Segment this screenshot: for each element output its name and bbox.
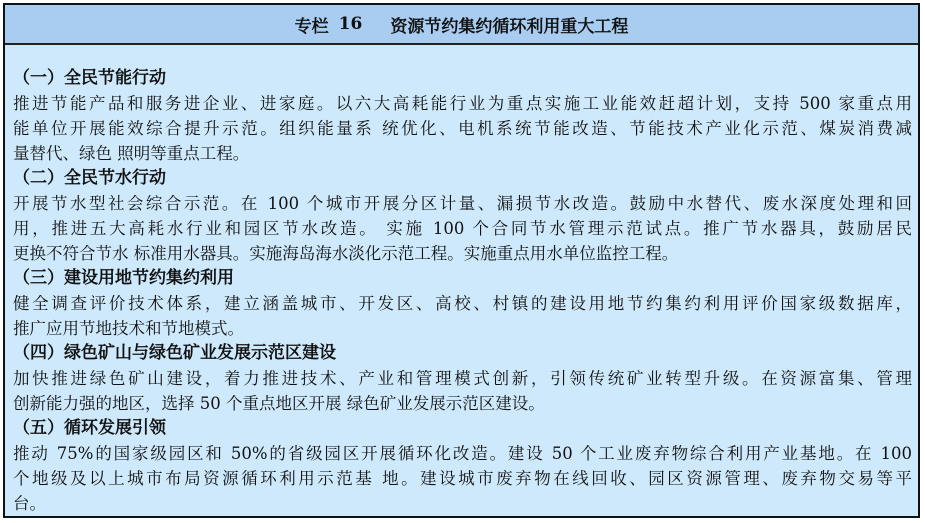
paragraph-line: 推动 75%的国家级园区和 50%的省级园区开展循环化改造。建设 50 个工业废弃物综合利用产业基地。在 100 xyxy=(13,444,912,463)
section xyxy=(13,341,912,416)
section xyxy=(13,266,912,341)
paragraph-line: 量替代、绿色 照明等重点工程。 xyxy=(13,144,250,163)
paragraph-line: 推进节能产品和服务进企业、进家庭。以六大高耗能行业为重点实施工业能效赶超计划，支持 500 家重点用 xyxy=(13,94,912,113)
section xyxy=(13,66,912,166)
paragraph-line: 创新能力强的地区，选择 50 个重点地区开展 绿色矿业发展示范区建设。 xyxy=(13,394,545,413)
header-title: 资源节约集约循环利用重大工程 xyxy=(390,16,629,37)
box-content xyxy=(13,66,912,516)
paragraph-line: 更换不符合节水 标准用水器具。实施海岛海水淡化示范工程。实施重点用水单位监控工程。 xyxy=(13,244,679,263)
paragraph-line: 台。 xyxy=(13,494,46,513)
section-heading: （一）全民节能行动 xyxy=(13,68,166,88)
paragraph-line: 加快推进绿色矿山建设，着力推进技术、产业和管理模式创新，引领传统矿业转型升级。在资源富集、管理 xyxy=(13,369,912,388)
paragraph-line: 开展节水型社会综合示范。在 100 个城市开展分区计量、漏损节水改造。鼓励中水替代、废水深度处理和回 xyxy=(13,194,912,213)
paragraph-line: 能单位开展能效综合提升示范。组织能量系 统优化、电机系统节能改造、节能技术产业化示范、煤炭消费减 xyxy=(13,119,912,138)
paragraph-line: 推广应用节地技术和节地模式。 xyxy=(13,319,244,338)
box-header xyxy=(5,5,918,45)
section xyxy=(13,416,912,516)
paragraph-line: 健全调查评价技术体系，建立涵盖城市、开发区、高校、村镇的建设用地节约集约利用评价国家级数据库， xyxy=(13,294,912,313)
section-heading: （二）全民节水行动 xyxy=(13,168,166,188)
section xyxy=(13,166,912,266)
section-heading: （五）循环发展引领 xyxy=(13,418,166,438)
header-number: 16 xyxy=(338,14,363,34)
section-heading: （三）建设用地节约集约利用 xyxy=(13,268,234,288)
section-heading: （四）绿色矿山与绿色矿业发展示范区建设 xyxy=(13,343,336,363)
paragraph-line: 个地级及以上城市布局资源循环利用示范基 地。建设城市废弃物在线回收、园区资源管理、废弃物交易等平 xyxy=(13,469,912,488)
feature-box xyxy=(3,3,920,518)
paragraph-line: 用，推进五大高耗水行业和园区节水改造。 实施 100 个合同节水管理示范试点。推广节水器具，鼓励居民 xyxy=(13,219,912,238)
header-label: 专栏 xyxy=(294,16,329,37)
